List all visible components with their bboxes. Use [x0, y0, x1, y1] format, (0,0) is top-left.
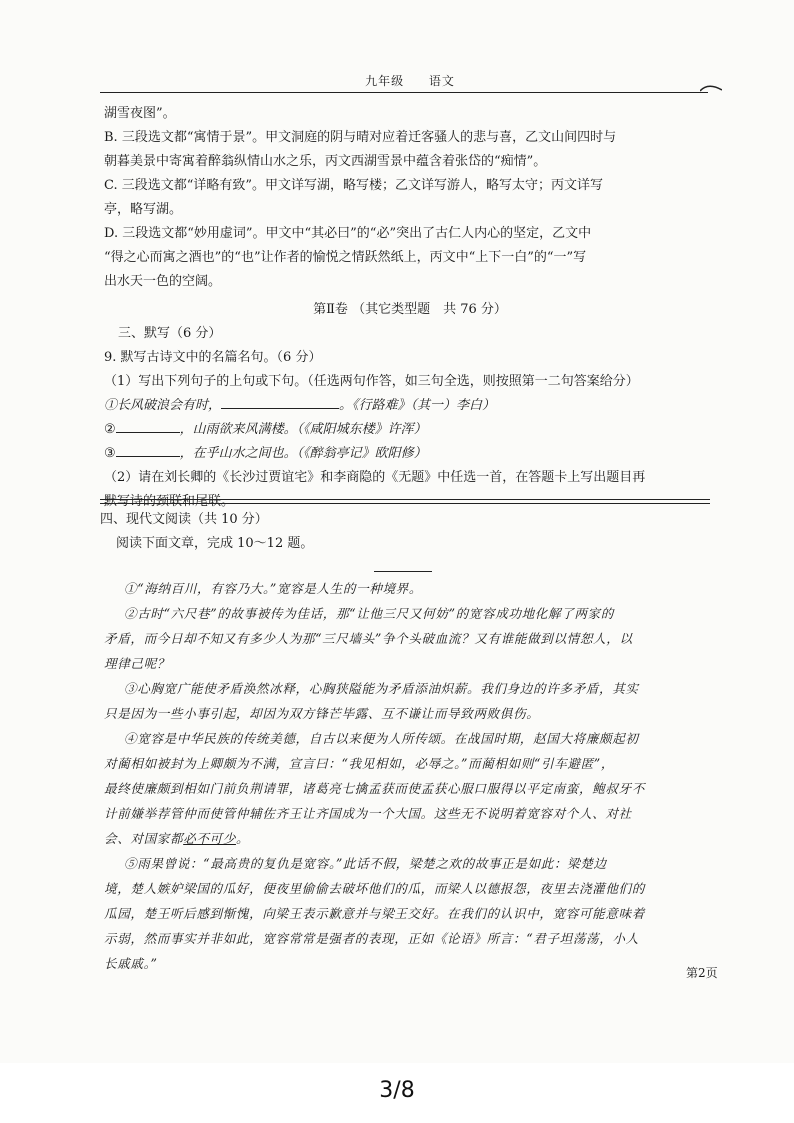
question-options [104, 102, 716, 514]
article-paragraph-5: ⑤雨果曾说：“最高贵的复仇是宽容。”此话不假，梁楚之欢的故事正是如此：梁楚边 [124, 856, 607, 871]
article-paragraph-2: ②古时“六尺巷”的故事被传为佳话，那“让他三尺又何妨”的宽容成功地化解了两家的 [124, 606, 614, 621]
section4-heading [100, 508, 712, 556]
option-d-line3: 出水天一色的空阔。 [104, 274, 222, 289]
option-b-line2: 朝暮美景中寄寓着醉翁纵情山水之乐，丙文西湖雪景中蕴含着张岱的“痴情”。 [104, 154, 547, 169]
section-divider [100, 499, 710, 500]
article-paragraph-3-line2: 只是因为一些小事引起，却因为双方锋芒毕露、互不谦让而导致两败俱伤。 [104, 706, 540, 721]
page-header [100, 72, 720, 92]
answer-blank-3 [116, 442, 180, 457]
recite-line-2: ② ，山雨欲来风满楼。（《咸阳城东楼》许浑） [104, 418, 716, 442]
section4-instruction: 阅读下面文章，完成 10～12 题。 [116, 536, 314, 551]
page-number-label: 第2页 [686, 966, 718, 980]
article-paragraph-4-line2: 对蔺相如被封为上卿颇为不满，宣言曰：“我见相如，必辱之。”而蔺相如则“引车避匿”， [104, 756, 615, 771]
recite-line-3: ③ ，在乎山水之间也。（《醉翁亭记》欧阳修） [104, 442, 716, 466]
question-9-1: （1）写出下列句子的上句或下句。（任选两句作答，如三句全选，则按照第一二句答案给分） [104, 374, 639, 389]
header-grade: 九年级 [365, 74, 405, 88]
question-9-2-line2: 默写诗的颈联和尾联。 [104, 494, 235, 509]
section3-title: 三、默写（6 分） [118, 326, 222, 341]
option-c-line1: C. 三段选文都“详略有致”。甲文详写湖，略写楼；乙文详写游人，略写太守；丙文详写 [104, 178, 604, 193]
option-c-line2: 亭，略写湖。 [104, 202, 183, 217]
article-paragraph-4-line3: 最终使廉颇到相如门前负荆请罪，诸葛亮七擒孟获而使孟获心服口服得以平定南蛮，鲍叔牙不 [104, 781, 645, 796]
section4-title: 四、现代文阅读（共 10 分） [100, 512, 268, 527]
article-paragraph-2-line3: 理律己呢？ [104, 656, 170, 671]
article-paragraph-5-line5: 长戚戚。” [104, 956, 158, 971]
option-d-line2: “得之心而寓之酒也”的“也”让作者的愉悦之情跃然纸上，丙文中“上下一白”的“一”写 [104, 250, 587, 265]
article-paragraph-4-line5: 会、对国家都必不可少。 [104, 831, 250, 846]
header-subject: 语文 [428, 74, 455, 88]
article-paragraph-3: ③心胸宽广能使矛盾涣然冰释，心胸狭隘能为矛盾添油炽薪。我们身边的许多矛盾，其实 [124, 681, 639, 696]
volume2-desc: （其它类型题 共 76 分） [352, 302, 507, 317]
option-d-line1: D. 三段选文都“妙用虚词”。甲文中“其必曰”的“必”突出了古仁人内心的坚定，乙文中 [104, 226, 592, 241]
recite-line-1: ①长风破浪会有时， 。《行路难》（其一）李白） [104, 394, 716, 418]
volume2-heading [104, 298, 716, 322]
header-rule [100, 92, 708, 93]
article-title-rule [374, 571, 432, 572]
article-paragraph-5-line2: 境，楚人嫉妒梁国的瓜好，便夜里偷偷去破坏他们的瓜，而梁人以德报怨，夜里去浇灌他们的 [104, 881, 645, 896]
page-indicator: 3/8 [379, 1078, 415, 1103]
article-paragraph-5-line4: 示弱，然而事实并非如此，宽容常常是强者的表现，正如《论语》所言：“君子坦荡荡，小人 [104, 931, 639, 946]
article-paragraph-1: ①“海纳百川，有容乃大。”宽容是人生的一种境界。 [124, 581, 423, 596]
question-9-2-line1: （2）请在刘长卿的《长沙过贾谊宅》和李商隐的《无题》中任选一首，在答题卡上写出题目再 [104, 470, 646, 485]
article-paragraph-5-line3: 瓜园，楚王听后感到惭愧，向梁王表示歉意并与梁王交好。在我们的认识中，宽容可能意味着 [104, 906, 645, 921]
underlined-phrase: 必不可少 [183, 831, 236, 846]
option-b-line1: B. 三段选文都“寓情于景”。甲文洞庭的阴与晴对应着迁客骚人的悲与喜，乙文山间四时与 [104, 130, 617, 145]
volume2-title: 第Ⅱ卷 [313, 302, 348, 317]
option-a-continuation: 湖雪夜图”。 [104, 106, 176, 121]
article-paragraph-4: ④宽容是中华民族的传统美德，自古以来便为人所传颂。在战国时期，赵国大将廉颇起初 [124, 731, 639, 746]
question-9: 9. 默写古诗文中的名篇名句。（6 分） [104, 350, 322, 365]
answer-blank-1 [221, 394, 339, 409]
reading-article [104, 576, 712, 976]
section-divider-thin [100, 503, 710, 504]
header-swoosh-icon [700, 80, 722, 92]
answer-blank-2 [116, 418, 180, 433]
article-paragraph-2-line2: 矛盾，而今日却不知又有多少人为那“三尺墙头”争个头破血流？又有谁能做到以情恕人，以 [104, 631, 633, 646]
article-paragraph-4-line4: 计前嫌举荐管仲而使管仲辅佐齐王让齐国成为一个大国。这些无不说明着宽容对个人、对社 [104, 806, 632, 821]
